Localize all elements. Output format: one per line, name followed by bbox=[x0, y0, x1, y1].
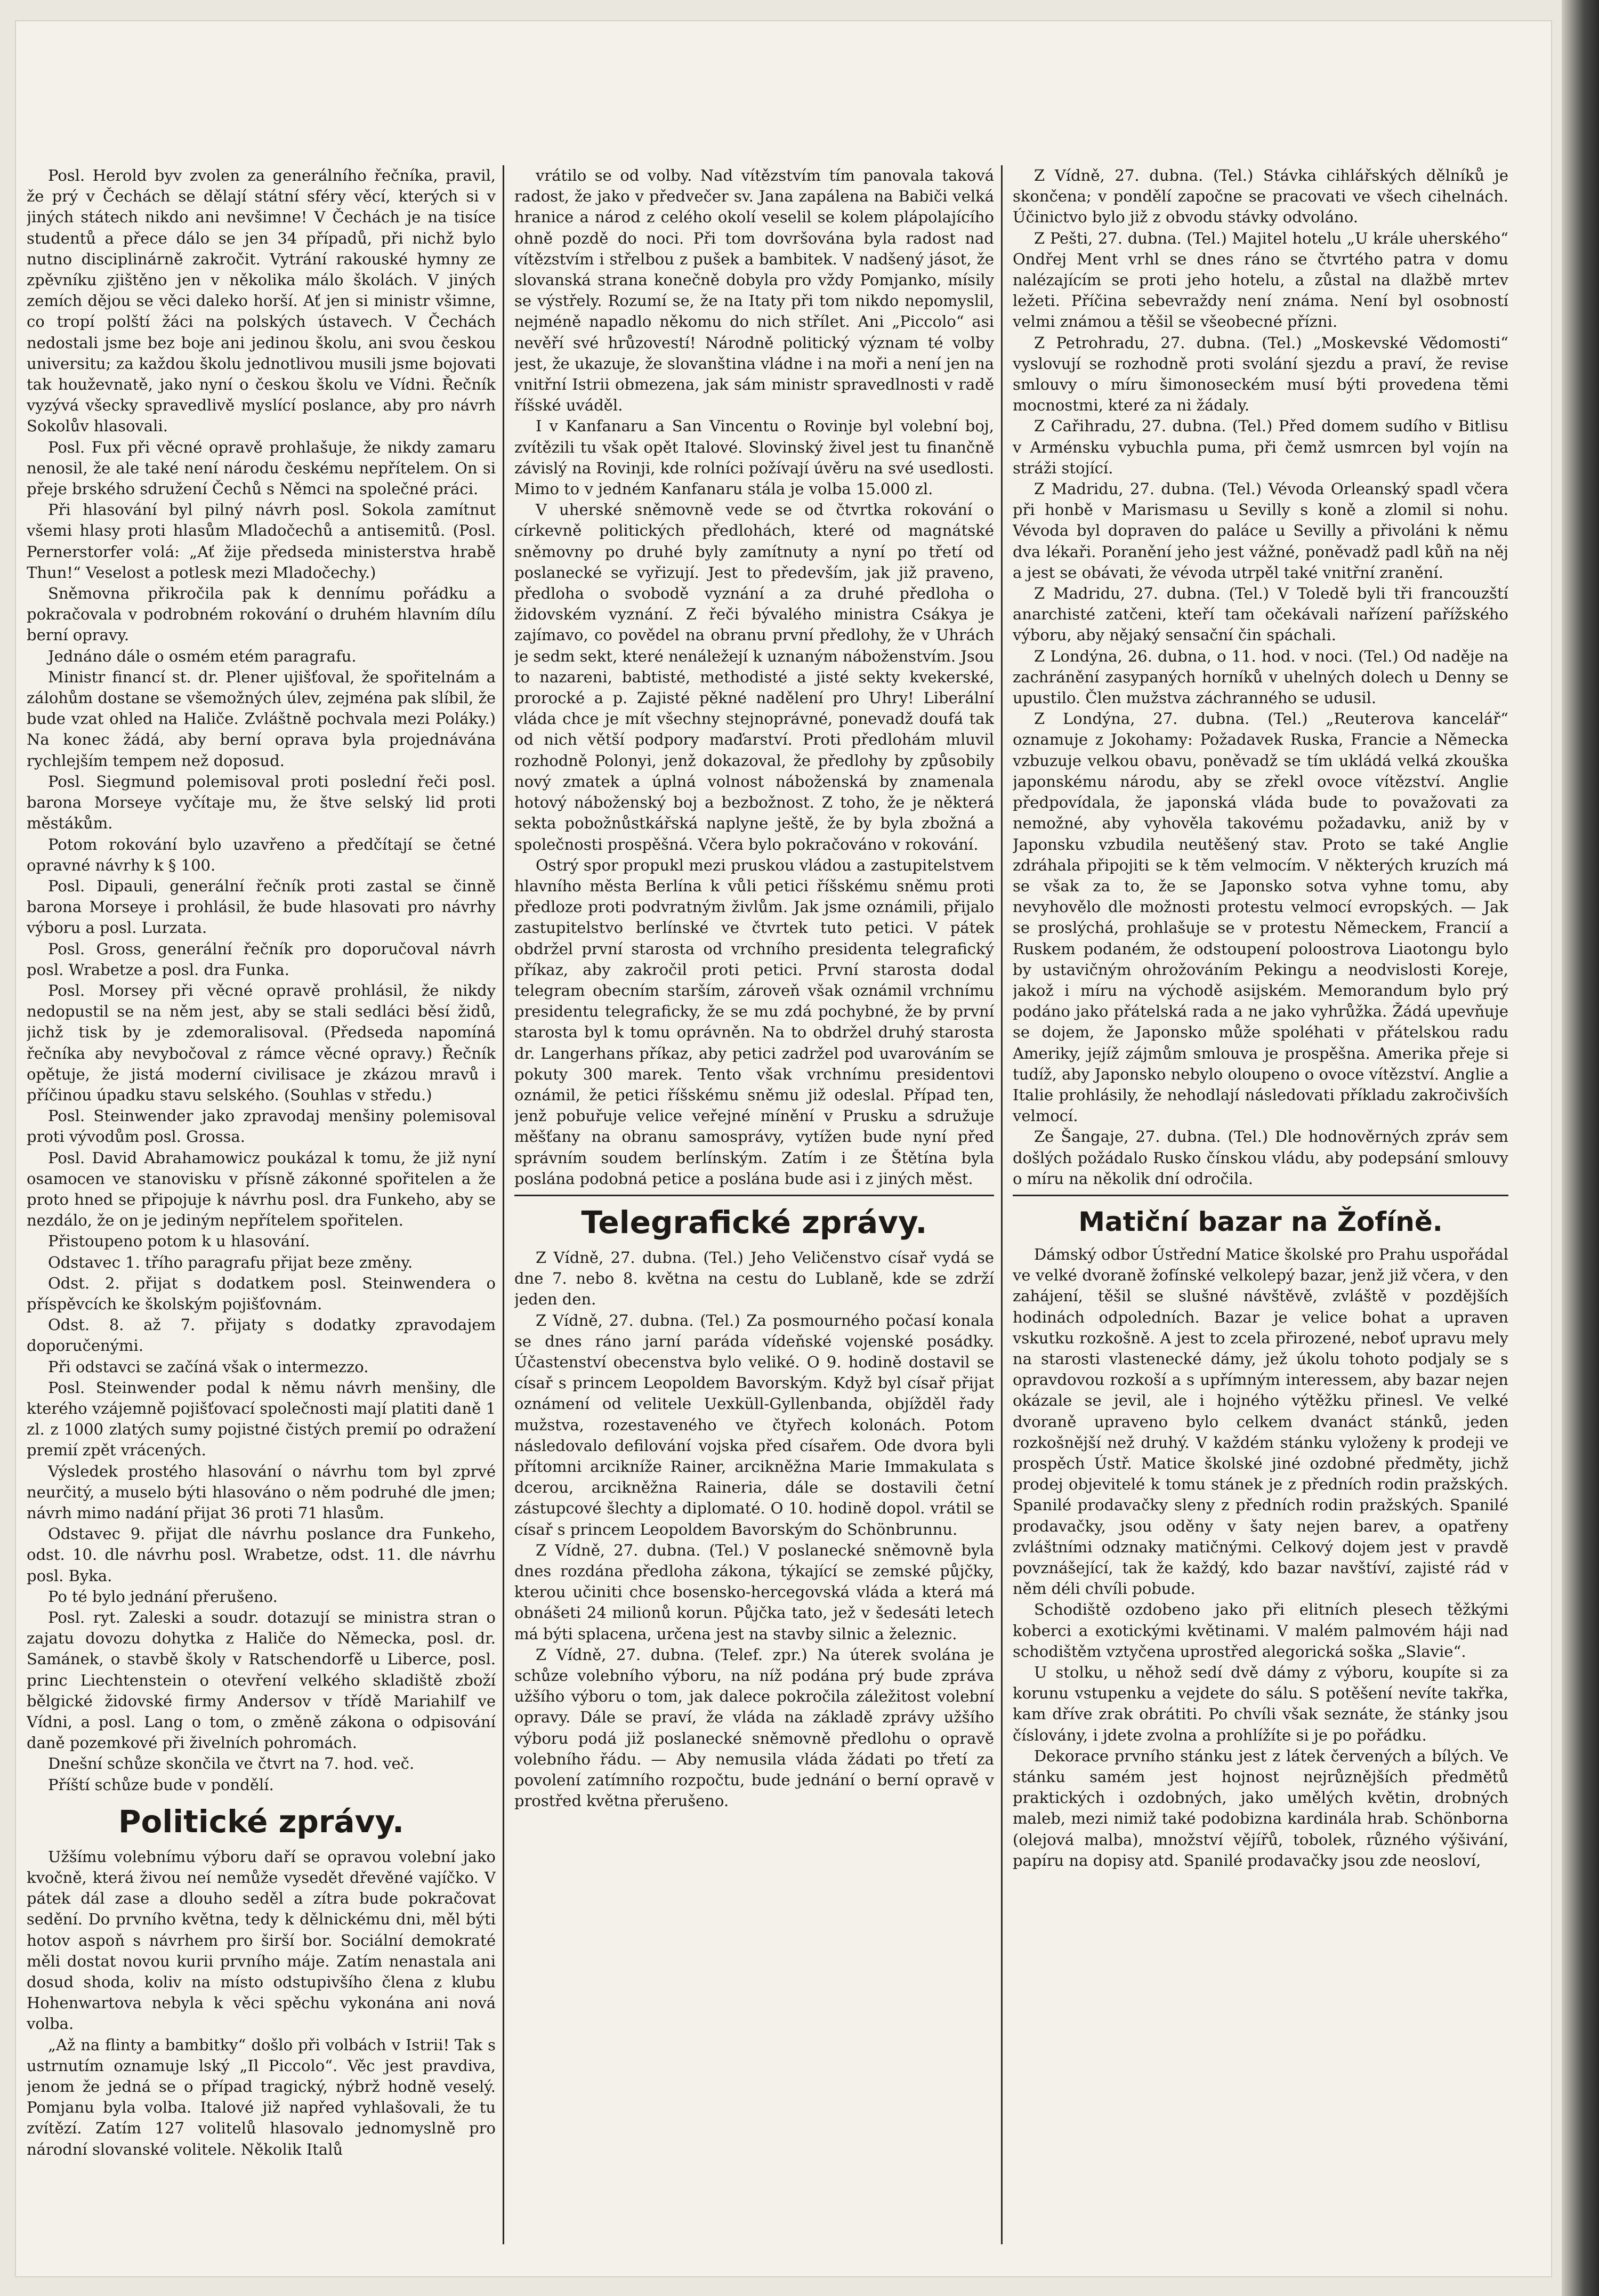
column-1-parliament-report bbox=[27, 165, 496, 1795]
article-paragraph: Posl. Herold byv zvolen za generálního řečníka, pravil, že prý v Čechách se dělají státní sféry věcí, kterých si v jiných státech nikdo ani nevšimne! V Čechách je na tisíce studentů a přece dálo se jen 34 případů, při nichž bylo nutno disciplinárně zakročit. Vytrání rakouské hymny ze zpěvníku zjištěno jen v několika málo školách. V jiných zemích dějou se věci daleko horší. Ať jen si ministr všimne, co tropí polští žáci na polských ústavech. V Čechách nedostali jsme bez boje ani jedinou školu, ani svou českou universitu; za každou školu jednotlivou musili jsme bojovati tak houževnatě, jako nyní o českou školu ve Vídni. Řečník vyzývá všecky spravedlivě myslící poslance, aby pro návrh Sokolův hlasovali. bbox=[27, 166, 496, 436]
article-paragraph: Z Londýna, 26. dubna, o 11. hod. v noci. (Tel.) Od naděje na zachránění zasypaných horníků v uhelných dolech u Denny se upustilo. Člen mužstva záchranného se udusil. bbox=[1013, 647, 1508, 707]
section-heading-bazar: Matiční bazar na Žofíně. bbox=[1078, 1206, 1443, 1237]
article-paragraph: I v Kanfanaru a San Vincentu o Rovinje byl volební boj, zvítězili tu však opět Italové. Slovinský živel jest tu finančně závislý na Rovinji, kde rolníci požívají úvěru na své usedlosti. Mimo to v jedném Kanfanaru stála je volba 15.000 zl. bbox=[514, 417, 994, 498]
article-paragraph: Dámský odbor Ústřední Matice školské pro Prahu uspořádal ve velké dvoraně žofínské velkolepý bazar, jenž již včera, v den zahájení, těšil se slušné návštěvě, zvláště v pozdějších hodinách odpoledních. Bazar je velice bohat a upraven vskutku rozkošně. A jest to zcela přirozené, neboť upravu mely na starosti vlastenecké dámy, jež úkolu tohoto podjaly se s opravdovou rozkoší a s upřímným interessem, aby bazar nejen okázale se jevil, ale i hojného výtěžku přinesl. Ve velké dvoraně upraveno bylo celkem dvanáct stánků, jeden rozkošnější než druhý. V každém stánku vyloženy k prodeji ve prospěch Ústř. Matice školské jiné ozdobné předměty, jichž prodej objevitelé k tomu stánek je z předních rodin pražských. Spanilé prodavačky sleny z předních rodin pražských. Spanilé prodavačky, jsou oděny v šaty nejen barev, a opatřeny zvláštními odznaky matičnými. Celkový dojem jest v pravdě povznášející, tak že každý, kdo bazar navštíví, zajisté rád v něm déli chvíli pobude. bbox=[1013, 1245, 1508, 1598]
article-paragraph: Přistoupeno potom k u hlasování. bbox=[48, 1232, 310, 1251]
article-paragraph: Sněmovna přikročila pak k dennímu pořádku a pokračovala v podrobném rokování o druhém hlavním dílu berní opravy. bbox=[27, 584, 496, 645]
column-rule bbox=[1001, 165, 1003, 2244]
article-paragraph: Užšímu volebnímu výboru daří se opravou volební jako kvočně, která živou neí nemůže vysedět dřevěné vajíčko. V pátek dál zase a dlouho seděl a zítra bude pokračovat sedění. Do prvního května, tedy k dělnickému dni, měl býti hotov aspoň s návrhem pro širší bor. Sociální demokraté měli dostat novou kurii prvního máje. Zatím nenastala ani dosud shoda, koliv na místo odstupivšího člena z klubu Hohenwartova nebyla k věci spěchu vykonána ani nová volba. bbox=[27, 1847, 496, 2033]
article-paragraph: V uherské sněmovně vede se od čtvrtka rokování o církevně politických předlohách, které od magnátské sněmovny po druhé byly zamítnuty a nyní po třetí od poslanecké se vyřizují. Jest to především, jak již praveno, předloha o svobodě vyznání a za druhé předloha o židovském vyznání. Z řeči bývalého ministra Csákya je zajímavo, co povědel na obranu první předlohy, že v Uhrách je sedm sekt, které nenáležejí k uznaným náboženstvím. Jsou to nazareni, babtisté, methodisté a jisté sekty kvekerské, prorocké a p. Zajisté pěkné nadělení pro Uhry! Liberální vláda chce je mít všechny stejnoprávné, ponevadž doufá tak od nich větší podpory maďarství. Proti předlohám mluvil rozhodně Polonyi, jenž dokazoval, že předlohy by způsobily nový zmatek a úplná volnost náboženská by znamenala hotový náboženský boj a bezbožnost. Z toho, že je některá sekta pobožnůstkářská naplyne ještě, že by byla zbožná a společnosti prospěšná. Včera bylo pokračováno v rokování. bbox=[514, 501, 994, 853]
article-paragraph: vrátilo se od volby. Nad vítězstvím tím panovala taková radost, že jako v předvečer sv. Jana zapálena na Babiči velká hranice a národ z celého okolí veselil se kolem plápolajícího ohně pozdě do noci. Při tom dovršována byla radost nad vítězstvím i střelbou z pušek a bambitek. V nadšený jásot, že slovanská strana konečně dobyla pro vždy Pomjanko, mísily se výstřely. Rozumí se, že na Itaty při tom nikdo nepomyslil, nejméně napadlo někomu do nich střílet. Ani „Piccolo“ asi nevěří své hrůzovestí! Národně politický význam té volby jest, že ukazuje, že slovanština vládne i na moři a není jen na vnitřní Istrii obmezena, jak sám ministr spravedlnosti v radě říšské uváděl. bbox=[514, 166, 994, 415]
article-paragraph: Z Pešti, 27. dubna. (Tel.) Majitel hotelu „U krále uherského“ Ondřej Ment vrhl se dnes ráno se čtvrtého patra v domu nalézajícím se proti jeho hotelu, a zůstal na dlažbě mrtev ležeti. Příčina sebevraždy není známa. Není byl osobností velmi známou a těšil se všeobecné přízni. bbox=[1013, 229, 1508, 331]
article-paragraph: Posl. Siegmund polemisoval proti poslední řeči posl. barona Morseye vyčítaje mu, že štve selský lid proti městákům. bbox=[27, 772, 496, 833]
scan-edge-shadow bbox=[1562, 0, 1599, 2296]
article-paragraph: Posl. David Abrahamowicz poukázal k tomu, že již nyní osamocen ve stanovisku v přísně zákonné spořitelen a že proto hned se připojuje k návrhu posl. dra Funkeho, aby se nezdálo, že on je jediným nepřítelem spořitelen. bbox=[27, 1148, 496, 1230]
article-paragraph: Potom rokování bylo uzavřeno a předčítají se četné opravné návrhy k § 100. bbox=[27, 835, 496, 874]
article-paragraph: Posl. Steinwender podal k němu návrh menšiny, dle kterého vzájemně pojišťovací společnosti mají platiti daně 1 zl. z 1000 zlatých sumy pojistné čistých premií po odražení premií zpět vrácených. bbox=[27, 1378, 496, 1460]
article-paragraph: U stolku, u něhož sedí dvě dámy z výboru, koupíte si za korunu vstupenku a vejdete do sálu. S potěšení nevíte takřka, kam dříve zrak obrátiti. Po chvíli však seznáte, že stánky jsou číslovány, i jdete zvolna a prohlížíte si je po pořádku. bbox=[1013, 1663, 1508, 1744]
article-paragraph: Posl. Steinwender jako zpravodaj menšiny polemisoval proti vývodům posl. Grossa. bbox=[27, 1107, 496, 1146]
article-paragraph: Ostrý spor propukl mezi pruskou vládou a zastupitelstvem hlavního města Berlína k vůli petici říšskému sněmu proti předloze proti podvratným živlům. Jak jsme oznámili, přijalo zastupitelstvo berlínské ve čtvrtek tuto petici. V pátek obdržel první starosta od vrchního presidenta telegrafický příkaz, aby zakročil proti petici. První starosta dodal telegram obecním starším, zároveň však oznámil vrchnímu presidentu telegraficky, že se mu zdá pochybné, že by první starosta byl k tomu oprávněn. Na to obdržel druhý starosta dr. Langerhans příkaz, aby petici zadržel pod uvarováním se pokuty 300 marek. Tento však vrchnímu presidentovi oznámil, že petici říšskému sněmu již odeslal. Případ ten, jenž pobuřuje velice veřejné mínění v Prusku a sdružuje měšťany na obranu samosprávy, vytížen bude nyní před správním soudem berlínským. Zatím i ze Štětína byla poslána podobná petice a poslána bude asi i z jiných měst. bbox=[514, 856, 994, 1188]
column-rule bbox=[503, 165, 504, 2244]
newspaper-page bbox=[16, 21, 1551, 2276]
article-paragraph: Dekorace prvního stánku jest z látek červených a bílých. Ve stánku samém jest hojnost nejrůznějších předmětů praktických i ozdobných, jako umělých květin, drobných maleb, mezi nimiž také podobizna kardinála hrab. Schönborna (olejová malba), množství vějířů, tobolek, různého výšivání, papíru na dopisy atd. Spanilé prodavačky jsou zde neosloví, bbox=[1013, 1746, 1508, 1870]
article-paragraph: Dnešní schůze skončila ve čtvrt na 7. hod. več. bbox=[48, 1754, 415, 1773]
article-paragraph: Z Madridu, 27. dubna. (Tel.) Vévoda Orleanský spadl včera při honbě v Marismasu u Sevilly s koně a zlomil si nohu. Vévoda byl dopraven do paláce u Sevilly a přivoláni k němu dva lékaři. Poranění jeho jest vážné, poněvadž padl kůň na něj a jest se obávati, že vévoda utrpěl také vnitřní zranění. bbox=[1013, 480, 1508, 582]
article-paragraph: Po té bylo jednání přerušeno. bbox=[48, 1587, 278, 1606]
article-paragraph: Z Vídně, 27. dubna. (Telef. zpr.) Na úterek svolána je schůze volebního výboru, na níž podána prý bude zpráva užšího výboru o tom, jak dalece pokročila záležitost volební opravy. Dále se praví, že vláda na základě zprávy užšího výboru podá již poslanecké sněmovně předlohu o opravě volebního řádu. — Aby nemusila vláda žádati po třetí za povolení zatímního rozpočtu, bude jednání o berní opravě v prostřed května přerušeno. bbox=[514, 1645, 994, 1810]
section-heading-telegraficke: Telegrafické zprávy. bbox=[581, 1204, 927, 1240]
article-paragraph: Odstavec 1. třího paragrafu přijat beze změny. bbox=[48, 1253, 413, 1271]
article-paragraph: Odst. 8. až 7. přijaty s dodatky zpravodajem doporučenými. bbox=[27, 1316, 496, 1355]
article-paragraph: Posl. ryt. Zaleski a soudr. dotazují se ministra stran o zajatu dovozu dohytka z Haliče do Německa, posl. dr. Samánek, o stavbě školy v Ratschendorfě u Liberce, posl. princ Liechtenstein o otevření velkého skladiště zboží bělgické židovské firmy Andersov v třídě Mariahilf ve Vídni, a posl. Lang o tom, o změně zákona o odpisování daně pozemkové při živelních pohromách. bbox=[27, 1608, 496, 1752]
article-paragraph: Schodiště ozdobeno jako při elitních plesech těžkými koberci a exotickými květinami. V malém palmovém háji nad schodištěm vztyčena uprostřed alegorická soška „Slavie“. bbox=[1013, 1600, 1508, 1661]
article-paragraph: Posl. Gross, generální řečník pro doporučoval návrh posl. Wrabetze a posl. dra Funka. bbox=[27, 939, 496, 979]
article-paragraph: Ministr financí st. dr. Plener ujišťoval, že spořitelnám a zálohům dostane se všemožných úlev, zejména pak slíbil, že bude vzat ohled na Haliče. Zvláštně pochvala mezi Poláky.) Na konec žádá, aby berní oprava byla projednávána rychlejším tempem než doposud. bbox=[27, 667, 496, 770]
article-paragraph: Z Vídně, 27. dubna. (Tel.) V poslanecké sněmovně byla dnes rozdána předloha zákona, týkající se zemské půjčky, kterou učiniti chce bosensko-hercegovská vláda a která má obnášeti 24 milionů korun. Půjčka tato, jež v šedesáti letech má býti splacena, určena jest na stavby silnic a železnic. bbox=[514, 1541, 994, 1643]
article-paragraph: Ze Šangaje, 27. dubna. (Tel.) Dle hodnověrných zpráv sem došlých požádalo Rusko čínskou vládu, aby podepsání smlouvy o míru na několik dní odročila. bbox=[1013, 1127, 1508, 1188]
section-divider bbox=[1013, 1195, 1508, 1196]
article-paragraph: „Až na flinty a bambitky“ došlo při volbách v Istrii! Tak s ustrnutím oznamuje lský „Il Piccolo“. Věc jest pravdiva, jenom že jedná se o případ tragický, nýbrž hodně veselý. Pomjanu byla volba. Italové již napřed vyhlašovali, že tu zvítězí. Zatím 127 volitelů hlasovalo jednomyslně pro národní slovanské volitele. Několik Italů bbox=[27, 2035, 496, 2158]
article-paragraph: Posl. Morsey při věcné opravě prohlásil, že nikdy nedopustil se na něm jest, aby se stali sedláci běsí židů, jichž tisk by je zdemoralisoval. (Předseda napomíná řečníka aby nevybočoval z rámce věcné opravy.) Řečník opětuje, že jistá moderní civilisace je zkázou mravů i příčinou úpadku stavu selského. (Souhlas v středu.) bbox=[27, 981, 496, 1104]
article-paragraph: Z Madridu, 27. dubna. (Tel.) V Toledě byli tři francouzští anarchisté zatčeni, kteří tam očekávali nařízení pařížského výboru, aby nějaký sensační čin spáchali. bbox=[1013, 584, 1508, 645]
article-paragraph: Příští schůze bude v pondělí. bbox=[48, 1775, 274, 1794]
article-paragraph: Z Petrohradu, 27. dubna. (Tel.) „Moskevské Vědomosti“ vyslovují se rozhodně proti svolání sjezdu a praví, že revise smlouvy o míru šimonoseckém musí býti provedena těmi mocnostmi, které za ni žádaly. bbox=[1013, 333, 1508, 415]
section-divider bbox=[514, 1195, 994, 1196]
article-paragraph: Z Londýna, 27. dubna. (Tel.) „Reuterova kancelář“ oznamuje z Jokohamy: Požadavek Ruska, Francie a Německa vzbuzuje velkou obavu, poněvadž se tím ukládá velká zkouška japonskému národu, aby se zřekl ovoce vítězství. Anglie předpovídala, že japonská vláda bude to považovati za nemožné, aby vyhověla takovému požadavku, aniž by v Japonsku vzbudila neutěšený stav. Proto se také Anglie zdráhala připojiti se k těm velmocím. V některých kruzích má se však za to, že se Japonsko sotva vyhne tomu, aby nevyhovělo dle možnosti protestu velmocí evropských. — Jak se proslýchá, prohlašuje se v protestu Německem, Francií a Ruskem podaném, že odstoupení poloostrova Liaotongu bylo by ustavičným ohrožováním Pekingu a neodvislosti Koreje, jakož i míru na východě asijském. Memorandum bylo prý podáno jako přátelská rada a ne jako vyhrůžka. Žádá upevňuje se dojem, že Japonsko může spoléhati v přátelskou radu Ameriky, jejíž zájmům smlouva je prospěšna. Amerika přeje si tudíž, aby Japonsko nebylo oloupeno o ovoce vítězství. Anglie a Italie prohlásily, že nehodlají následovati příkladu zakročivších velmocí. bbox=[1013, 710, 1508, 1125]
article-paragraph: Výsledek prostého hlasování o návrhu tom byl zprvé neurčitý, a muselo býti hlasováno o něm podruhé dle jmen; návrh mimo nadání přijat 36 proti 71 hlasům. bbox=[27, 1462, 496, 1522]
article-paragraph: Posl. Fux při věcné opravě prohlašuje, že nikdy zamaru nenosil, že ale také není národu českému nepřítelem. On si přeje brského sdružení Čechů s Němci na společné práci. bbox=[27, 438, 496, 498]
article-paragraph: Posl. Dipauli, generální řečník proti zastal se činně barona Morseye i prohlásil, že bude hlasovati pro návrhy výboru a posl. Lurzata. bbox=[27, 876, 496, 937]
article-paragraph: Odstavec 9. přijat dle návrhu poslance dra Funkeho, odst. 10. dle návrhu posl. Wrabetze, odst. 11. dle návrhu posl. Byka. bbox=[27, 1525, 496, 1585]
column-1 bbox=[27, 165, 496, 2244]
article-paragraph: Z Vídně, 27. dubna. (Tel.) Za posmourného počasí konala se dnes ráno jarní paráda vídeňské vojenské posádky. Účastenství obecenstva bylo veliké. O 9. hodině dostavil se císař s princem Leopoldem Bavorským. Když byl císař přijat oznámení od velitele Uexküll-Gyllenbanda, objížděl řady mužstva, rozestaveného ve čtyřech kolonách. Potom následovalo defilování vojska před císařem. Ode dvora byli přítomni arcikníže Rainer, arcikněžna Marie Immakulata s dcerou, arcikněžna Raineria, dále se dostavili četní zástupcové šlechty a diplomaté. O 10. hodině dopol. vrátil se císař s princem Leopoldem Bavorským do Schönbrunnu. bbox=[514, 1311, 994, 1538]
article-paragraph: Z Vídně, 27. dubna. (Tel.) Stávka cihlářských dělníků je skončena; v pondělí započne se pracovati ve všech cihelnách. Účinictvo bylo již z obvodu stávky odvoláno. bbox=[1013, 166, 1508, 227]
article-paragraph: Z Vídně, 27. dubna. (Tel.) Jeho Veličenstvo císař vydá se dne 7. nebo 8. května na cestu do Lublaně, kde se zdrží jeden den. bbox=[514, 1248, 994, 1309]
article-paragraph: Odst. 2. přijat s dodatkem posl. Steinwendera o příspěvcích ke školským pojišťovnám. bbox=[27, 1274, 496, 1313]
column-2 bbox=[514, 165, 994, 2244]
section-heading-politicke: Politické zprávy. bbox=[118, 1803, 404, 1840]
column-3 bbox=[1013, 165, 1508, 2244]
article-paragraph: Jednáno dále o osmém etém paragrafu. bbox=[48, 647, 357, 665]
article-paragraph: Z Cařihradu, 27. dubna. (Tel.) Před domem sudího v Bitlisu v Arménsku vybuchla puma, při čemž usmrcen byl vojín na stráži stojící. bbox=[1013, 417, 1508, 477]
article-paragraph: Při hlasování byl pilný návrh posl. Sokola zamítnut všemi hlasy proti hlasům Mladočechů a antisemitů. (Posl. Pernerstorfer volá: „Ať žije předseda ministerstva hrabě Thun!“ Veselost a potlesk mezi Mladočechy.) bbox=[27, 501, 496, 582]
article-paragraph: Při odstavci se začíná však o intermezzo. bbox=[48, 1357, 369, 1376]
